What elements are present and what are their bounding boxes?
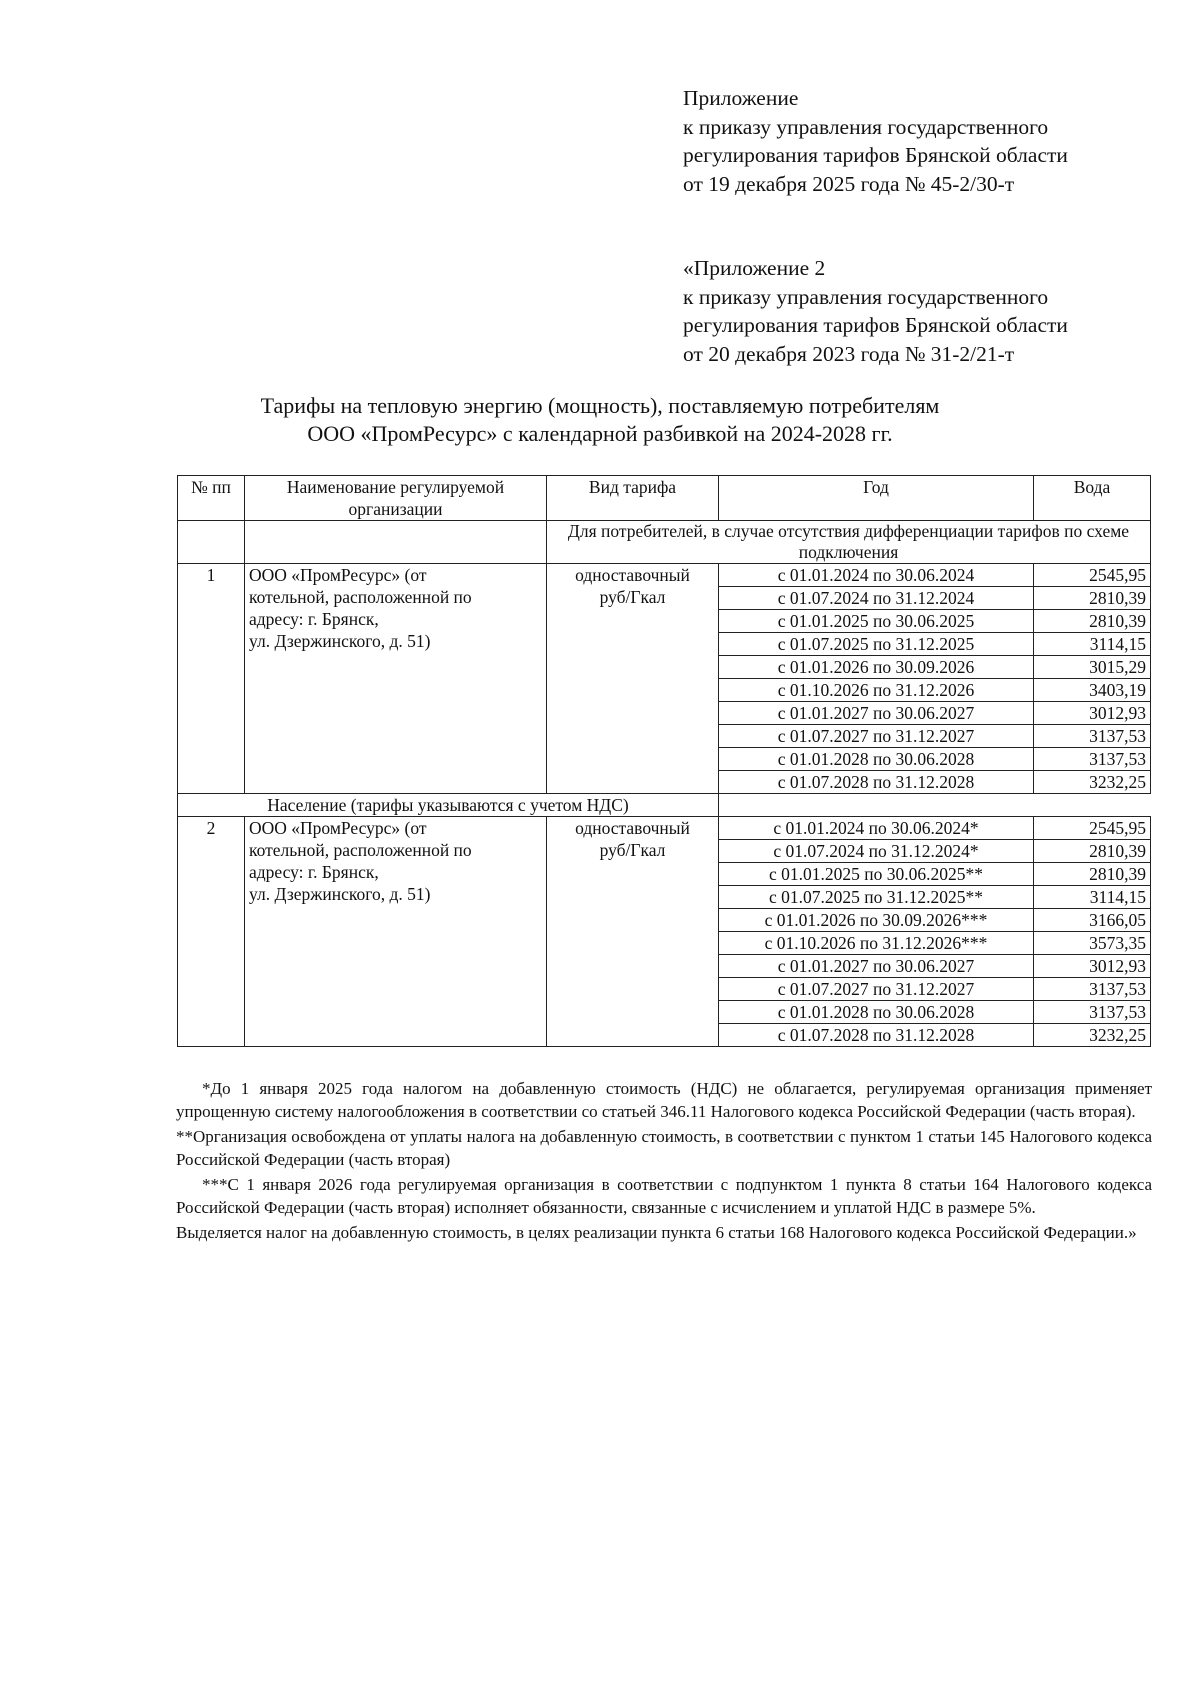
- period-cell: с 01.07.2024 по 31.12.2024: [719, 587, 1034, 610]
- section-caption-row: [178, 521, 1151, 564]
- appendix2-header-line: от 20 декабря 2023 года № 31-2/21-т: [683, 341, 1015, 366]
- empty-cell: [178, 521, 245, 564]
- period-cell: с 01.07.2025 по 31.12.2025**: [719, 886, 1034, 909]
- organization-name-line: ООО «ПромРесурс» (от: [249, 565, 427, 585]
- header-water: Вода: [1034, 476, 1151, 521]
- appendix2-header-line: регулирования тарифов Брянской области: [683, 313, 1068, 337]
- table-header-row: [178, 476, 1151, 521]
- tariff-value-cell: 3137,53: [1034, 725, 1151, 748]
- period-cell: с 01.07.2028 по 31.12.2028: [719, 771, 1034, 794]
- footnote-4: Выделяется налог на добавленную стоимость, в целях реализации пункта 6 статьи 168 Налогового кодекса Российской Федерации.»: [176, 1223, 1137, 1242]
- appendix-header-line: от 19 декабря 2025 года № 45-2/30-т: [683, 171, 1015, 196]
- period-cell: с 01.07.2028 по 31.12.2028: [719, 1024, 1034, 1047]
- appendix-header-line: к приказу управления государственного: [683, 114, 1049, 139]
- tariff-type-line: руб/Гкал: [599, 840, 666, 860]
- header-num: № пп: [178, 476, 245, 521]
- organization-name: [245, 817, 547, 1047]
- appendix-header: [683, 84, 1068, 198]
- header-tariff-type: Вид тарифа: [547, 476, 719, 521]
- period-cell: с 01.01.2026 по 30.09.2026: [719, 656, 1034, 679]
- tariff-value-cell: 3137,53: [1034, 748, 1151, 771]
- footnotes: [176, 1078, 1152, 1248]
- tariff-value-cell: 3232,25: [1034, 1024, 1151, 1047]
- row-number: 2: [178, 817, 245, 1047]
- period-cell: с 01.07.2027 по 31.12.2027: [719, 725, 1034, 748]
- row-number: 1: [178, 564, 245, 794]
- appendix2-header-line: «Приложение 2: [683, 256, 826, 280]
- title-line-2: ООО «ПромРесурс» с календарной разбивкой на 2024-2028 гг.: [307, 421, 893, 446]
- table-row: [178, 817, 1151, 840]
- appendix2-header-line: к приказу управления государственного: [683, 284, 1049, 309]
- empty-cell: [245, 521, 547, 564]
- tariff-value-cell: 3114,15: [1034, 633, 1151, 656]
- section-caption-row: [178, 794, 1151, 817]
- section-caption: Для потребителей, в случае отсутствия дифференциации тарифов по схеме подключения: [547, 521, 1151, 564]
- tariff-value-cell: 3114,15: [1034, 886, 1151, 909]
- tariff-type-line: одноставочный: [575, 565, 690, 585]
- period-cell: с 01.01.2027 по 30.06.2027: [719, 955, 1034, 978]
- period-cell: с 01.01.2025 по 30.06.2025: [719, 610, 1034, 633]
- period-cell: с 01.01.2028 по 30.06.2028: [719, 1001, 1034, 1024]
- table-row: [178, 564, 1151, 587]
- document-title: [0, 392, 1200, 448]
- period-cell: с 01.01.2025 по 30.06.2025**: [719, 863, 1034, 886]
- organization-name-line: котельной, расположенной по: [249, 840, 472, 860]
- tariff-value-cell: 3573,35: [1034, 932, 1151, 955]
- tariff-value-cell: 3012,93: [1034, 702, 1151, 725]
- section-caption: Население (тарифы указываются с учетом НДС): [178, 794, 719, 817]
- title-line-1: Тарифы на тепловую энергию (мощность), поставляемую потребителям: [260, 393, 940, 418]
- organization-name: [245, 564, 547, 794]
- period-cell: с 01.01.2026 по 30.09.2026***: [719, 909, 1034, 932]
- organization-name-line: адресу: г. Брянск,: [249, 862, 379, 882]
- organization-name-line: ООО «ПромРесурс» (от: [249, 818, 427, 838]
- tariff-value-cell: 3166,05: [1034, 909, 1151, 932]
- tariff-value-cell: 2810,39: [1034, 610, 1151, 633]
- tariff-value-cell: 3232,25: [1034, 771, 1151, 794]
- period-cell: с 01.07.2025 по 31.12.2025: [719, 633, 1034, 656]
- period-cell: с 01.01.2024 по 30.06.2024*: [719, 817, 1034, 840]
- period-cell: с 01.01.2028 по 30.06.2028: [719, 748, 1034, 771]
- tariff-type-line: одноставочный: [575, 818, 690, 838]
- footnote-3: ***С 1 января 2026 года регулируемая организация в соответствии с подпунктом 1 пункта 8 статьи 164 Налогового кодекса Российской Федерации (часть вторая) исполняет обязанности, связанные с исчислением и уплатой НДС в размере 5%.: [176, 1175, 1152, 1217]
- appendix-header-line: регулирования тарифов Брянской области: [683, 143, 1068, 167]
- tariff-value-cell: 3403,19: [1034, 679, 1151, 702]
- period-cell: с 01.07.2027 по 31.12.2027: [719, 978, 1034, 1001]
- tariff-value-cell: 3012,93: [1034, 955, 1151, 978]
- tariff-table: [177, 475, 1151, 1047]
- appendix-header-line: Приложение: [683, 86, 799, 110]
- organization-name-line: ул. Дзержинского, д. 51): [249, 631, 431, 651]
- period-cell: с 01.07.2024 по 31.12.2024*: [719, 840, 1034, 863]
- organization-name-line: ул. Дзержинского, д. 51): [249, 884, 431, 904]
- tariff-type-line: руб/Гкал: [599, 587, 666, 607]
- tariff-value-cell: 3015,29: [1034, 656, 1151, 679]
- organization-name-line: котельной, расположенной по: [249, 587, 472, 607]
- footnote-1: *До 1 января 2025 года налогом на добавленную стоимость (НДС) не облагается, регулируемая организация применяет упрощенную систему налогообложения в соответствии со статьей 346.11 Налогового кодекса Российской Федерации (часть вторая).: [176, 1079, 1152, 1121]
- tariff-value-cell: 2810,39: [1034, 587, 1151, 610]
- header-year: Год: [719, 476, 1034, 521]
- organization-name-line: адресу: г. Брянск,: [249, 609, 379, 629]
- tariff-value-cell: 2545,95: [1034, 564, 1151, 587]
- tariff-value-cell: 2810,39: [1034, 840, 1151, 863]
- tariff-value-cell: 2545,95: [1034, 817, 1151, 840]
- period-cell: с 01.01.2027 по 30.06.2027: [719, 702, 1034, 725]
- period-cell: с 01.10.2026 по 31.12.2026: [719, 679, 1034, 702]
- period-cell: с 01.01.2024 по 30.06.2024: [719, 564, 1034, 587]
- tariff-type: [547, 817, 719, 1047]
- header-org: Наименование регулируемой организации: [245, 476, 547, 521]
- footnote-2: **Организация освобождена от уплаты налога на добавленную стоимость, в соответствии с пунктом 1 статьи 145 Налогового кодекса Российской Федерации (часть вторая): [176, 1127, 1152, 1169]
- tariff-value-cell: 2810,39: [1034, 863, 1151, 886]
- tariff-value-cell: 3137,53: [1034, 1001, 1151, 1024]
- tariff-value-cell: 3137,53: [1034, 978, 1151, 1001]
- tariff-type: [547, 564, 719, 794]
- appendix2-header: [683, 254, 1068, 368]
- period-cell: с 01.10.2026 по 31.12.2026***: [719, 932, 1034, 955]
